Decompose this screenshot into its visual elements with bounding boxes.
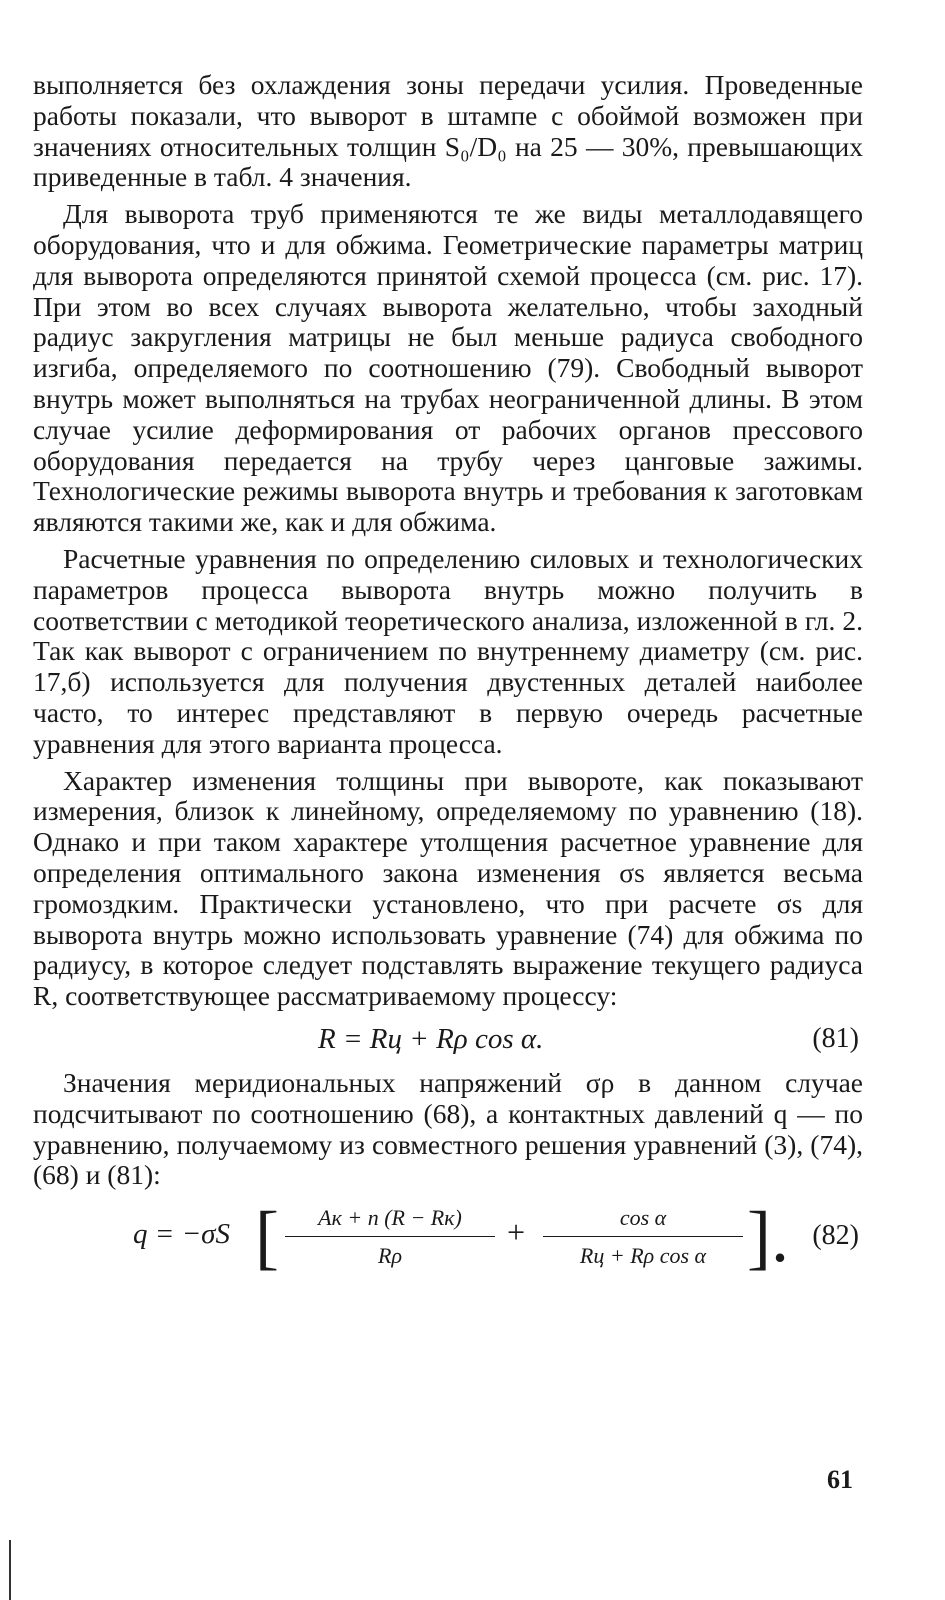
fraction-1 xyxy=(285,1203,495,1272)
fraction-1-numerator: Aк + n (R − Rк) xyxy=(285,1203,495,1237)
plus-sign: + xyxy=(507,1214,526,1251)
fraction-2-numerator: cos α xyxy=(543,1203,743,1237)
formula-81 xyxy=(33,1018,863,1062)
paragraph-1: выполняется без охлаждения зоны передачи усилия. Проведенные работы показали, что выворот в штампе с обоймой возможен при значениях относительных толщин S₀/D₀ на 25 — 30%, превышающих приведенные в табл. 4 значения. xyxy=(33,69,863,193)
formula-82 xyxy=(33,1197,863,1281)
page-number: 61 xyxy=(827,1465,853,1494)
formula-82-number: (82) xyxy=(812,1220,859,1252)
fraction-2-denominator: Rц + Rρ cos α xyxy=(579,1242,707,1268)
left-bracket-icon: [ xyxy=(255,1197,279,1278)
page-body xyxy=(33,70,863,1281)
fraction-2 xyxy=(543,1203,743,1272)
fraction-1-denominator: Rρ xyxy=(378,1242,402,1268)
paragraph-5: Значения меридиональных напряжений σρ в данном случае подсчитывают по соотношению (68), а контактных давлений q — по уравнению, получаемому из совместного решения уравнений (3), (74), (68) и (81): xyxy=(33,1066,863,1191)
margin-line xyxy=(9,1540,11,1600)
formula-81-number: (81) xyxy=(812,1022,859,1054)
paragraph-3: Расчетные уравнения по определению силовых и технологических параметров процесса выворота внутрь можно получить в соответствии с методикой теоретического анализа, изложенной в гл. 2. Так как выворот с ограничением по внутреннему диаметру (см. рис. 17,б) используется для получения двустенных деталей наиболее часто, то интерес представляют в первую очередь расчетные уравнения для этого варианта процесса. xyxy=(33,542,863,759)
formula-82-lhs: q = −σS xyxy=(133,1218,230,1251)
formula-81-expression: R = Rц + Rρ cos α. xyxy=(318,1022,544,1055)
paragraph-2: Для выворота труб применяются те же виды металлодавящего оборудования, что и для обжима. Геометрические параметры матриц для выворота определяются принятой схемой процесса (см. рис. 17). При этом во всех случаях выворота желательно, чтобы заходный радиус закругления матрицы не был меньше радиуса свободного изгиба, определяемого по соотношению (79). Свободный выворот внутрь может выполняться на трубах неограниченной длины. В этом случае усилие деформирования от рабочих органов прессового оборудования передается на трубу через цанговые зажимы. Технологические режимы выворота внутрь и требования к заготовкам являются такими же, как и для обжима. xyxy=(33,198,863,538)
paragraph-4: Характер изменения толщины при вывороте, как показывают измерения, близок к линейному, определяемому по уравнению (18). Однако и при таком характере утолщения расчетное уравнение для определения оптимального закона изменения σs является весьма громоздким. Практически установлено, что при расчете σs для выворота внутрь можно использовать уравнение (74) для обжима по радиусу, в которое следует подставлять выражение текущего радиуса R, соответствующее рассматриваемому процессу: xyxy=(33,764,863,1012)
right-bracket-icon: ]. xyxy=(747,1197,789,1278)
